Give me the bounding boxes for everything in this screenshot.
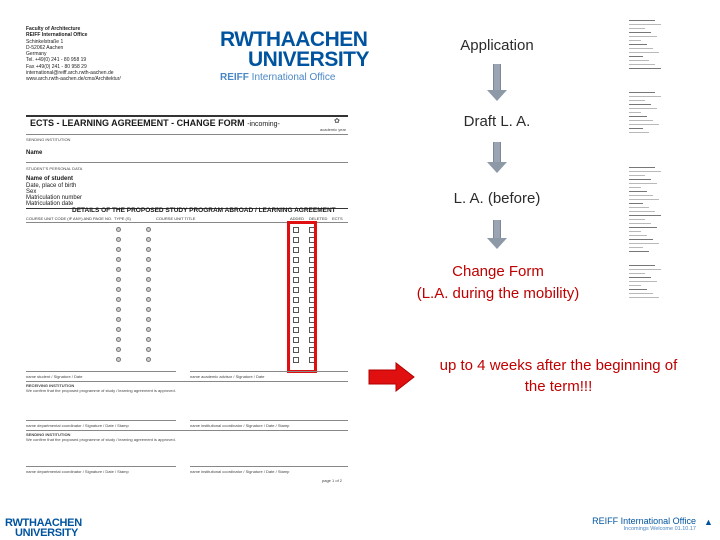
row-marker-icon <box>146 247 151 252</box>
learning-agreement-form <box>22 22 370 487</box>
row-marker-icon <box>116 307 121 312</box>
footer-logo-line-2: UNIVERSITY <box>15 527 79 539</box>
arrow-down-icon <box>487 220 507 256</box>
footer-logo-line-1: RWTHAACHEN <box>5 517 82 529</box>
row-marker-icon <box>116 337 121 342</box>
signature-line <box>190 371 348 372</box>
logo-line-2: UNIVERSITY <box>248 48 370 71</box>
col-added: ADDED <box>290 216 305 221</box>
address-line: www.arch.rwth-aachen.de/cms/Architektur/ <box>26 76 121 83</box>
row-marker-icon <box>146 357 151 362</box>
student-name-label: Name of student <box>26 176 74 182</box>
row-marker-icon <box>146 227 151 232</box>
document-thumbnail <box>626 263 664 301</box>
row-marker-icon <box>146 347 151 352</box>
seal-icon: ✿ <box>334 118 340 125</box>
address-line: Schinkelstraße 1 <box>26 38 64 45</box>
personal-data-label: STUDENT'S PERSONAL DATA <box>26 166 83 171</box>
row-marker-icon <box>116 357 121 362</box>
section-title: DETAILS OF THE PROPOSED STUDY PROGRAM ABROAD / LEARNING AGREEMENT <box>72 207 336 214</box>
footer-rwth-logo <box>5 518 82 538</box>
added-deleted-highlight <box>287 221 317 373</box>
step-change-form-subtitle: (L.A. during the mobility) <box>416 285 580 302</box>
footer-mark-icon: ▲ <box>704 517 713 527</box>
signature-line <box>26 420 176 421</box>
divider <box>26 134 348 135</box>
divider <box>26 381 348 382</box>
divider <box>26 162 348 163</box>
sig1-right: name academic advisor / Signature / Date <box>190 374 265 379</box>
row-marker-icon <box>146 287 151 292</box>
col-ects: ECTS <box>332 216 343 221</box>
sending-text: We confirm that the proposed programme of study / learning agreement is approved. <box>26 437 176 442</box>
row-marker-icon <box>116 297 121 302</box>
step-draft-la: Draft L. A. <box>463 113 531 130</box>
logo-sub-prefix: REIFF <box>220 72 249 83</box>
row-marker-icon <box>116 287 121 292</box>
row-marker-icon <box>146 277 151 282</box>
sending-label: SENDING INSTITUTION <box>26 432 71 437</box>
col-code: COURSE UNIT CODE (IF ANY) AND PAGE NO. <box>26 216 113 221</box>
sig2-right: name institutional coordinator / Signature / Date / Stamp <box>190 423 290 428</box>
row-marker-icon <box>116 317 121 322</box>
row-marker-icon <box>146 337 151 342</box>
signature-line <box>190 420 348 421</box>
birth-label: Date, place of birth <box>26 183 77 189</box>
academic-year-label: academic year <box>320 127 347 132</box>
col-type: TYPE (S) <box>114 216 131 221</box>
rwth-logo <box>220 30 369 83</box>
arrow-down-icon <box>487 142 507 182</box>
signature-line <box>26 466 176 467</box>
deadline-note-line2: the term!!! <box>524 378 593 395</box>
sig3-right: name institutional coordinator / Signature / Date / Stamp <box>190 469 290 474</box>
form-title-suffix: -incoming- <box>247 121 280 128</box>
row-marker-icon <box>146 267 151 272</box>
faculty-address <box>26 26 121 83</box>
step-change-form: Change Form <box>452 263 544 280</box>
logo-subtitle <box>220 72 369 83</box>
document-thumbnail <box>626 90 664 138</box>
sig1-left: name student / Signature / Date <box>26 374 83 379</box>
row-marker-icon <box>146 237 151 242</box>
step-application: Application <box>460 37 534 54</box>
logo-sub-suffix: International Office <box>251 72 336 83</box>
address-line: Tel. +49(0) 241 - 80 958 19 <box>26 57 87 64</box>
signature-line <box>190 466 348 467</box>
address-line: international@reiff.arch.rwth-aachen.de <box>26 70 114 77</box>
row-marker-icon <box>146 327 151 332</box>
logo-line-1: RWTHAACHEN <box>220 28 368 51</box>
step-la-before: L. A. (before) <box>453 190 541 207</box>
name-label: Name <box>26 150 43 156</box>
row-marker-icon <box>146 317 151 322</box>
footer-info <box>592 516 696 532</box>
col-deleted: DELETED <box>309 216 328 221</box>
form-title-text: ECTS - LEARNING AGREEMENT - CHANGE FORM <box>30 118 245 128</box>
title-rule <box>26 115 348 117</box>
deadline-note-line1: up to 4 weeks after the beginning of <box>439 357 678 374</box>
sig3-left: name departmental coordinator / Signature / Date / Stamp <box>26 469 129 474</box>
receiving-text: We confirm that the proposed programme of study / learning agreement is approved. <box>26 388 176 393</box>
matriculation-date-label: Matriculation date <box>26 201 74 207</box>
row-marker-icon <box>116 277 121 282</box>
address-line: REIFF International Office <box>26 32 88 39</box>
row-marker-icon <box>116 347 121 352</box>
col-title: COURSE UNIT TITLE <box>156 216 196 221</box>
form-title <box>30 118 280 128</box>
footer-office: REIFF International Office <box>592 516 696 526</box>
signature-line <box>26 371 176 372</box>
address-line: Fax +49(0) 241 - 80 958 29 <box>26 63 87 70</box>
row-marker-icon <box>116 237 121 242</box>
document-thumbnail <box>626 18 664 74</box>
row-marker-icon <box>116 257 121 262</box>
sex-label: Sex <box>26 189 37 195</box>
matriculation-label: Matriculation number <box>26 195 83 201</box>
address-line: Faculty of Architecture <box>26 26 81 32</box>
address-line: D-52062 Aachen <box>26 44 64 51</box>
row-marker-icon <box>116 327 121 332</box>
row-marker-icon <box>116 247 121 252</box>
arrow-down-icon <box>487 64 507 104</box>
address-line: Germany <box>26 51 47 58</box>
page-label: page 1 of 2 <box>322 478 343 483</box>
document-thumbnail <box>626 165 664 257</box>
row-marker-icon <box>116 267 121 272</box>
receiving-label: RECEIVING INSTITUTION <box>26 383 75 388</box>
row-marker-icon <box>146 257 151 262</box>
sending-institution-label: SENDING INSTITUTION <box>26 137 71 142</box>
row-marker-icon <box>146 307 151 312</box>
row-marker-icon <box>146 297 151 302</box>
sig2-left: name departmental coordinator / Signature / Date / Stamp <box>26 423 129 428</box>
footer-event: Incomings Welcome 01.10.17 <box>623 526 696 532</box>
row-marker-icon <box>116 227 121 232</box>
right-arrow-icon <box>368 362 416 392</box>
divider <box>26 430 348 431</box>
